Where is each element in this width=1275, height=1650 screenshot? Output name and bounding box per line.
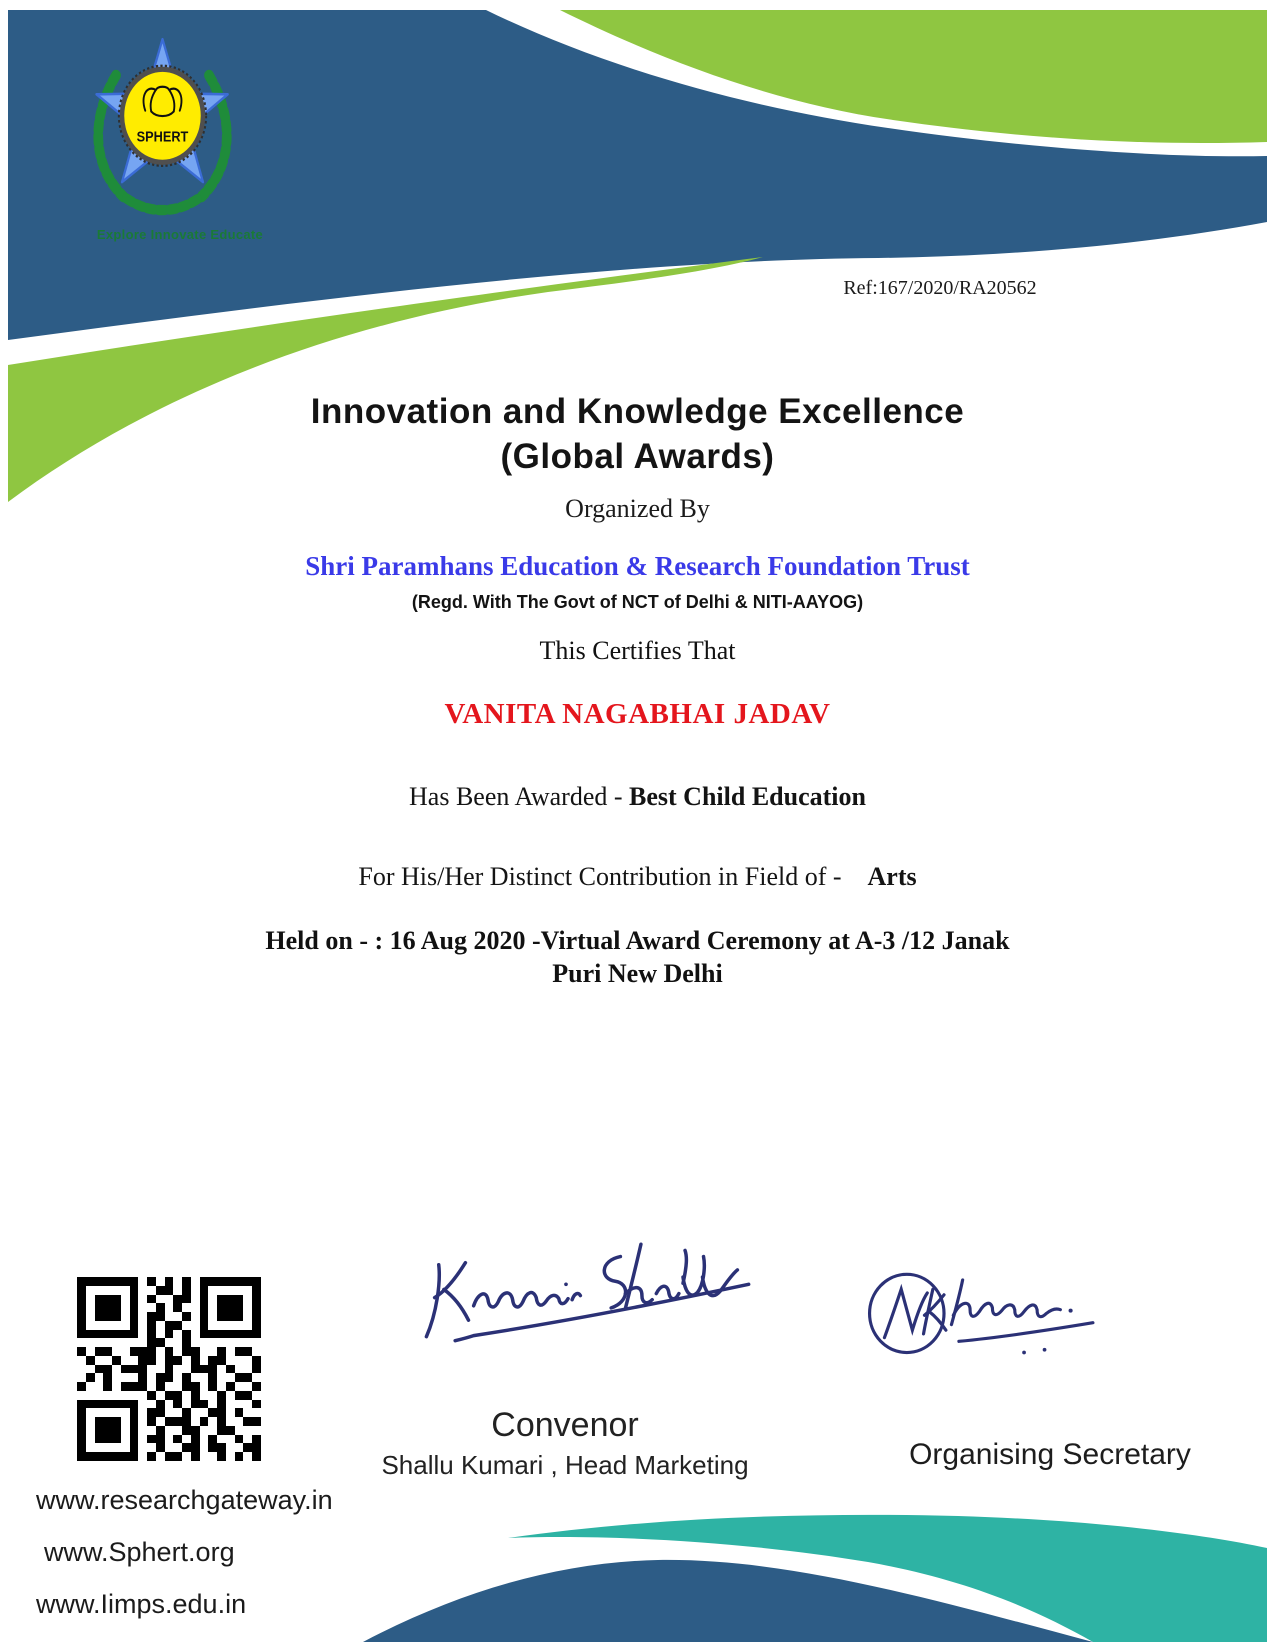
title-line-1: Innovation and Knowledge Excellence — [310, 392, 965, 431]
signature-name-left: Shallu Kumari , Head Marketing — [381, 1450, 749, 1480]
website-item: www.researchgateway.in — [36, 1485, 333, 1515]
organization-name: Shri Paramhans Education & Research Foundation Trust — [305, 551, 970, 581]
signature-role-convenor: Convenor — [491, 1406, 639, 1444]
organized-by-label: Organized By — [565, 494, 710, 523]
logo-tagline: Explore Innovate Educate — [96, 227, 264, 242]
ref-number: Ref:167/2020/RA20562 — [843, 277, 1037, 299]
event-line-2: Puri New Delhi — [552, 959, 723, 988]
contribution-prefix: For His/Her Distinct Contribution in Field of - — [358, 862, 842, 891]
certifies-label: This Certifies That — [539, 636, 736, 665]
title-line-2: (Global Awards) — [500, 437, 775, 476]
signature-left-icon — [410, 1225, 800, 1360]
award-line — [0, 782, 1275, 812]
recipient-name: VANITA NAGABHAI JADAV — [444, 698, 831, 730]
award-title: Best Child Education — [629, 782, 866, 811]
wave-bottom-decoration — [8, 1470, 1267, 1642]
qr-code-icon — [77, 1277, 261, 1461]
website-item: www.Iimps.edu.in — [36, 1589, 247, 1619]
sphert-star-logo-icon — [80, 28, 245, 226]
contribution-line — [0, 862, 1275, 892]
contribution-field: Arts — [867, 862, 917, 891]
certificate-title — [0, 389, 1275, 479]
signature-right-icon — [858, 1252, 1138, 1373]
event-line — [0, 924, 1275, 990]
website-item: www.Sphert.org — [44, 1537, 235, 1567]
award-prefix: Has Been Awarded - — [409, 782, 630, 811]
signature-role-organising-secretary: Organising Secretary — [909, 1438, 1191, 1471]
registration-note: (Regd. With The Govt of NCT of Delhi & NITI-AAYOG) — [411, 592, 864, 612]
event-line-1: Held on - : 16 Aug 2020 -Virtual Award Ceremony at A-3 /12 Janak — [265, 926, 1010, 955]
logo-acronym: SPHERT — [136, 128, 189, 145]
